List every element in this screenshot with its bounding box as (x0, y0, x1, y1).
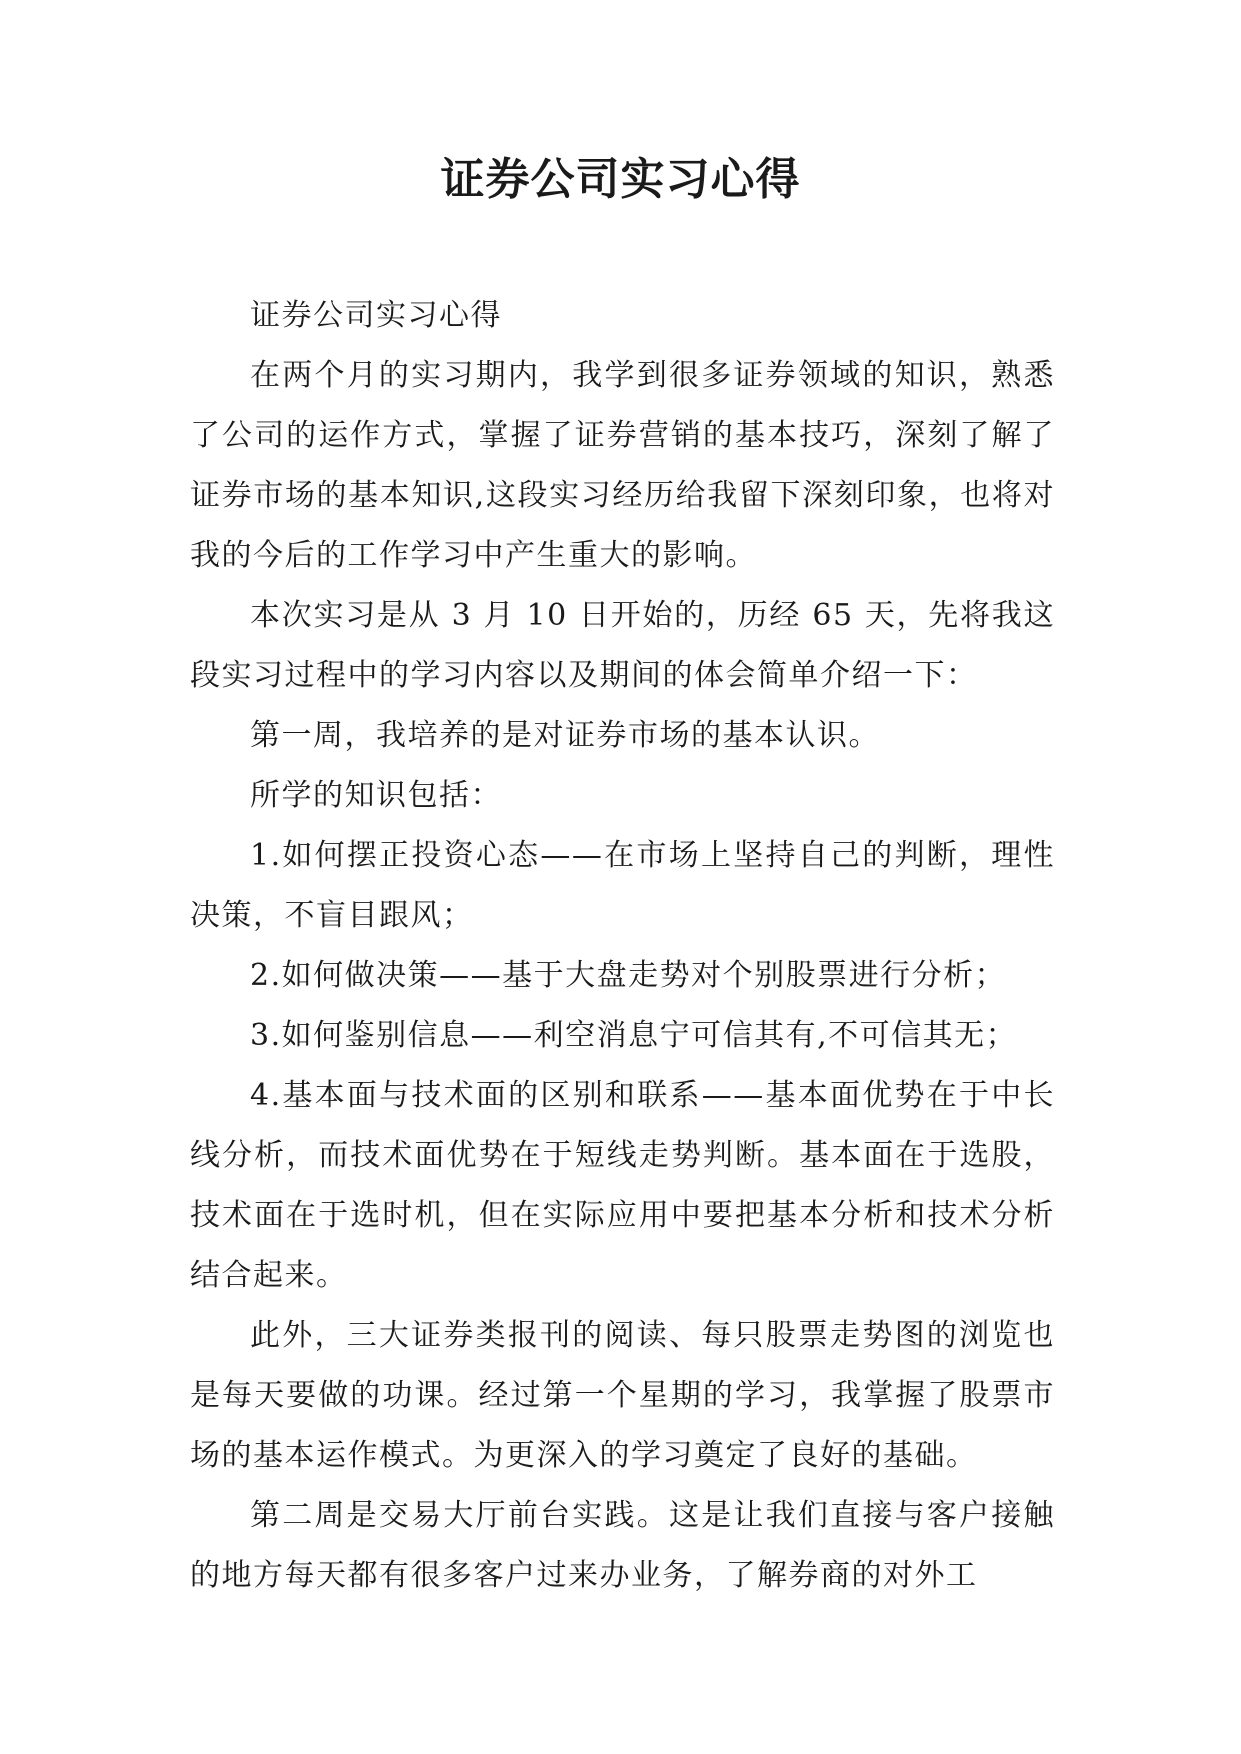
paragraph-knowledge-lead: 所学的知识包括： (250, 778, 502, 813)
list-item-3: 3.如何鉴别信息——利空消息宁可信其有,不可信其无； (250, 1018, 1018, 1053)
paragraph-additional: 此外，三大证券类报刊的阅读、每只股票走势图的浏览也是每天要做的功课。经过第一个星期的学习，我掌握了股票市场的基本运作模式。为更深入的学习奠定了良好的基础。 (190, 1318, 1055, 1473)
paragraph-schedule: 本次实习是从 3 月 10 日开始的，历经 65 天，先将我这段实习过程中的学习内容以及期间的体会简单介绍一下： (190, 598, 1055, 693)
list-item-1: 1.如何摆正投资心态——在市场上坚持自己的判断，理性决策，不盲目跟风； (190, 838, 1055, 933)
document-title: 证券公司实习心得 (440, 154, 801, 205)
paragraph-week-two: 第二周是交易大厅前台实践。这是让我们直接与客户接触的地方每天都有很多客户过来办业务，了解券商的对外工 (190, 1498, 1055, 1593)
paragraph-heading: 证券公司实习心得 (250, 298, 502, 333)
paragraph-week-one: 第一周，我培养的是对证券市场的基本认识。 (250, 718, 880, 753)
list-item-2: 2.如何做决策——基于大盘走势对个别股票进行分析； (250, 958, 1007, 993)
paragraph-intro: 在两个月的实习期内，我学到很多证券领域的知识，熟悉了公司的运作方式，掌握了证券营销的基本技巧，深刻了解了证券市场的基本知识,这段实习经历给我留下深刻印象，也将对我的今后的工作学习中产生重大的影响。 (190, 358, 1055, 573)
document-body (190, 286, 1055, 1606)
list-item-4: 4.基本面与技术面的区别和联系——基本面优势在于中长线分析，而技术面优势在于短线走势判断。基本面在于选股，技术面在于选时机，但在实际应用中要把基本分析和技术分析结合起来。 (190, 1078, 1055, 1293)
